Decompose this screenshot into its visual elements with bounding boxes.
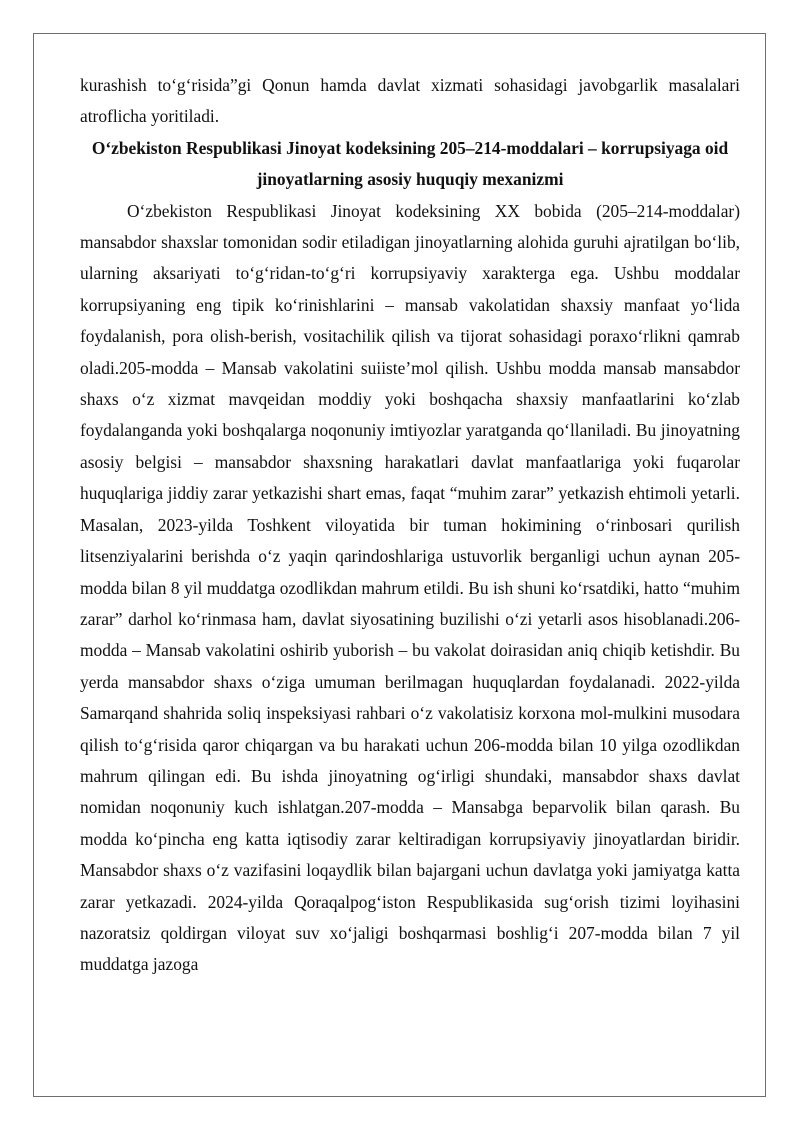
body-paragraph: O‘zbekiston Respublikasi Jinoyat kodeksining XX bobida (205–214-moddalar) mansabdor shaxslar tomonidan sodir etiladigan jinoyatlarning alohida guruhi ajratilgan bo‘lib, ularning aksariyati to‘g‘ridan-to‘g‘ri korrupsiyaviy xarakterga ega. Ushbu moddalar korrupsiyaning eng tipik ko‘rinishlarini – mansab vakolatidan shaxsiy manfaat yo‘lida foydalanish, pora olish-berish, vositachilik qilish va tijorat sohasidagi poraxo‘rlikni qamrab oladi.205-modda – Mansab vakolatini suiiste’mol qilish. Ushbu modda mansab mansabdor shaxs o‘z xizmat mavqeidan moddiy yoki boshqacha shaxsiy manfaatlarini ko‘zlab foydalanganda yoki boshqalarga noqonuniy imtiyozlar yaratganda qo‘llaniladi. Bu jinoyatning asosiy belgisi – mansabdor shaxsning harakatlari davlat manfaatlariga yoki fuqarolar huquqlariga jiddiy zarar yetkazishi shart emas, faqat “muhim zarar” yetkazish ehtimoli yetarli. Masalan, 2023-yilda Toshkent viloyatida bir tuman hokimining o‘rinbosari qurilish litsenziyalarini berishda o‘z yaqin qarindoshlariga ustuvorlik berganligi uchun aynan 205-modda bilan 8 yil muddatga ozodlikdan mahrum etildi. Bu ish shuni ko‘rsatdiki, hatto “muhim zarar” darhol ko‘rinmasa ham, davlat siyosatining buzilishi o‘zi yetarli asos hisoblanadi.206-modda – Mansab vakolatini oshirib yuborish – bu vakolat doirasidan aniq chiqib ketishdir. Bu yerda mansabdor shaxs o‘ziga umuman berilmagan huquqlardan foydalanadi. 2022-yilda Samarqand shahrida soliq inspeksiyasi rahbari o‘z vakolatisiz korxona mol-mulkini musodara qilish to‘g‘risida qaror chiqargan va bu harakati uchun 206-modda bilan 10 yilga ozodlikdan mahrum qilingan edi. Bu ishda jinoyatning og‘irligi shundaki, mansabdor shaxs davlat nomidan noqonuniy kuch ishlatgan.207-modda – Mansabga beparvolik bilan qarash. Bu modda ko‘pincha eng katta iqtisodiy zarar keltiradigan korrupsiyaviy jinoyatlardan biridir. Mansabdor shaxs o‘z vazifasini loqaydlik bilan bajargani uchun davlatga yoki jamiyatga katta zarar yetkazadi. 2024-yilda Qoraqalpog‘iston Respublikasida sug‘orish tizimi loyihasini nazoratsiz qoldirgan viloyat suv xo‘jaligi boshqarmasi boshlig‘i 207-modda bilan 7 yil muddatga jazoga bbox=[80, 200, 740, 975]
section-heading: O‘zbekiston Respublikasi Jinoyat kodeksining 205–214-moddalari – korrupsiyaga oid jinoyatlarning asosiy huquqiy mexanizmi bbox=[91, 137, 729, 190]
document-body bbox=[80, 70, 740, 981]
intro-paragraph: kurashish to‘g‘risida”gi Qonun hamda davlat xizmati sohasidagi javobgarlik masalalari atroflicha yoritiladi. bbox=[80, 75, 740, 127]
